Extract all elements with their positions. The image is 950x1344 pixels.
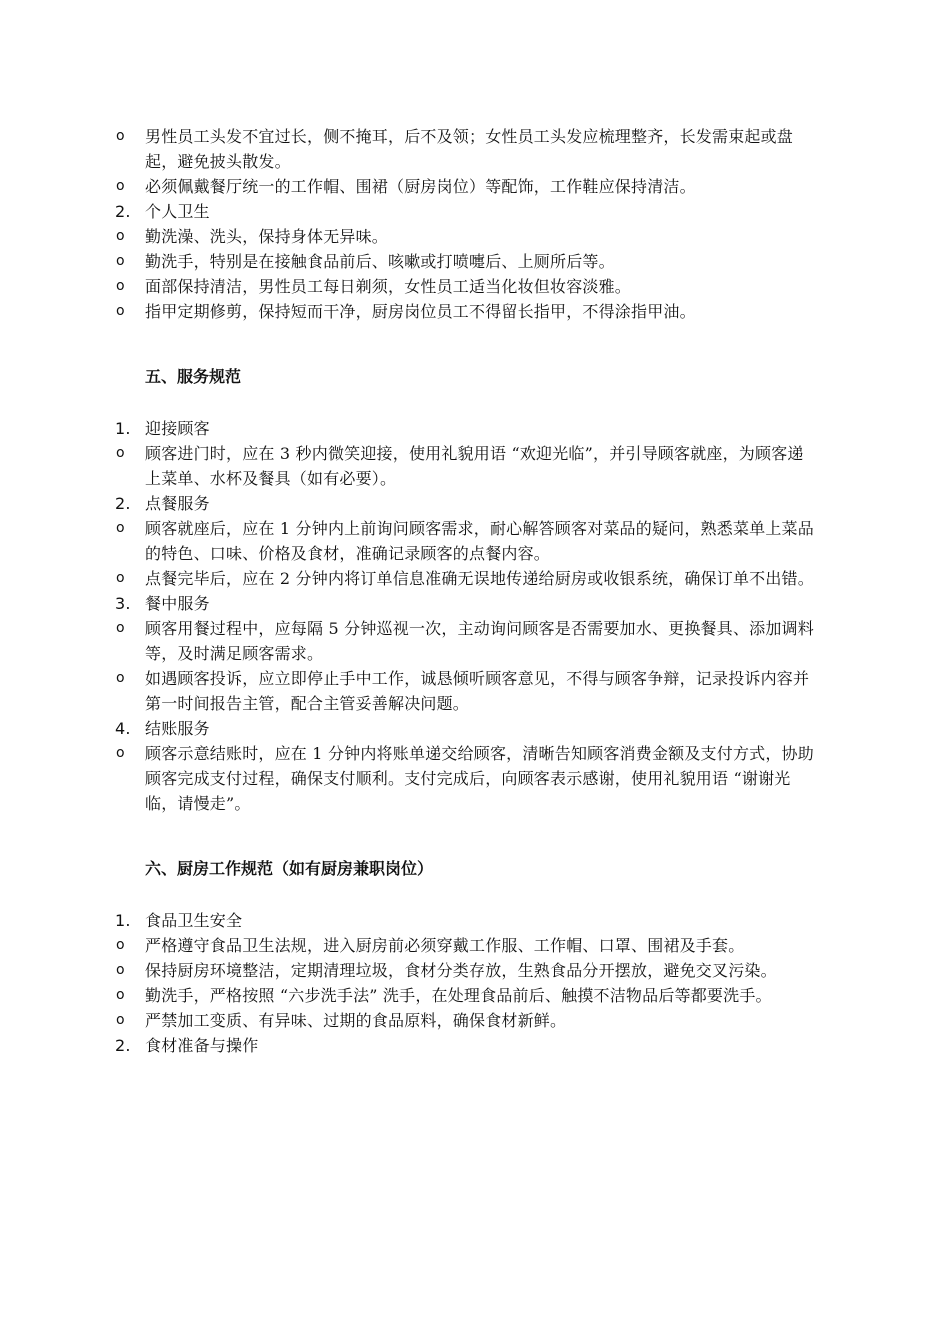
list-item-text: 迎接顾客 [145,419,210,438]
list-marker: o [116,128,125,144]
section-heading-service: 五、服务规范 [145,367,242,386]
list-item-text: 必须佩戴餐厅统一的工作帽、围裙（厨房岗位）等配饰，工作鞋应保持清洁。 [145,177,696,196]
list-item [115,491,815,516]
list-item-text: 顾客用餐过程中，应每隔 5 分钟巡视一次，主动询问顾客是否需要加水、更换餐具、添加调料等，及时满足顾客需求。 [145,619,814,663]
list-item [115,299,815,324]
list-item-text: 指甲定期修剪，保持短而干净，厨房岗位员工不得留长指甲，不得涂指甲油。 [145,302,696,321]
section-five-list [115,416,815,816]
list-item-text: 点餐完毕后，应在 2 分钟内将订单信息准确无误地传递给厨房或收银系统，确保订单不出错。 [145,569,814,588]
list-marker: o [116,570,125,586]
list-marker: 4. [115,719,131,738]
list-item-text: 勤洗手，特别是在接触食品前后、咳嗽或打喷嚏后、上厕所后等。 [145,252,615,271]
list-item-text: 顾客就座后，应在 1 分钟内上前询问顾客需求，耐心解答顾客对菜品的疑问，熟悉菜单上菜品的特色、口味、价格及食材，准确记录顾客的点餐内容。 [145,519,814,563]
list-marker: o [116,937,125,953]
list-marker: o [116,520,125,536]
section-four-list [115,124,815,324]
list-item-text: 面部保持清洁，男性员工每日剃须，女性员工适当化妆但妆容淡雅。 [145,277,632,296]
list-item-text: 勤洗澡、洗头，保持身体无异味。 [145,227,389,246]
list-item-text: 如遇顾客投诉，应立即停止手中工作，诚恳倾听顾客意见，不得与顾客争辩，记录投诉内容并第一时间报告主管，配合主管妥善解决问题。 [145,669,810,713]
list-marker: o [116,178,125,194]
list-item-text: 男性员工头发不宜过长，侧不掩耳，后不及领；女性员工头发应梳理整齐，长发需束起或盘起，避免披头散发。 [145,127,794,171]
list-item [115,274,815,299]
list-item [115,666,815,716]
list-item [115,441,815,491]
list-marker: 2. [115,1036,131,1055]
list-item [115,616,815,666]
list-item [115,716,815,741]
list-marker: o [116,745,125,761]
section-six-list [115,908,815,1058]
list-item [115,908,815,933]
list-marker: o [116,1012,125,1028]
list-item [115,174,815,199]
list-item-text: 勤洗手，严格按照 “六步洗手法” 洗手，在处理食品前后、触摸不洁物品后等都要洗手。 [145,986,772,1005]
list-item [115,124,815,174]
list-item [115,741,815,816]
list-item [115,199,815,224]
list-item [115,1033,815,1058]
list-item [115,516,815,566]
list-item-text: 结账服务 [145,719,210,738]
list-marker: o [116,987,125,1003]
list-marker: o [116,278,125,294]
list-item-text: 严禁加工变质、有异味、过期的食品原料，确保食材新鲜。 [145,1011,567,1030]
list-marker: o [116,303,125,319]
list-item-text: 顾客示意结账时，应在 1 分钟内将账单递交给顾客，清晰告知顾客消费金额及支付方式，协助顾客完成支付过程，确保支付顺利。支付完成后，向顾客表示感谢，使用礼貌用语 “谢谢光临，请慢走”。 [145,744,814,813]
list-item [115,958,815,983]
list-item-text: 食品卫生安全 [145,911,243,930]
list-marker: o [116,445,125,461]
list-item [115,983,815,1008]
list-item [115,591,815,616]
list-item [115,416,815,441]
list-marker: o [116,253,125,269]
list-item-text: 餐中服务 [145,594,210,613]
list-item-text: 食材准备与操作 [145,1036,259,1055]
document-content [115,124,815,1058]
list-marker: o [116,670,125,686]
list-item [115,566,815,591]
list-item-text: 顾客进门时，应在 3 秒内微笑迎接，使用礼貌用语 “欢迎光临”，并引导顾客就座，为顾客递上菜单、水杯及餐具（如有必要）。 [145,444,804,488]
list-item [115,224,815,249]
list-item [115,933,815,958]
list-item-text: 点餐服务 [145,494,210,513]
list-marker: 3. [115,594,131,613]
list-item-text: 保持厨房环境整洁，定期清理垃圾，食材分类存放，生熟食品分开摆放，避免交叉污染。 [145,961,777,980]
list-item [115,249,815,274]
list-marker: 1. [115,419,131,438]
list-item [115,1008,815,1033]
list-marker: o [116,228,125,244]
list-marker: 1. [115,911,131,930]
section-heading-kitchen: 六、厨房工作规范（如有厨房兼职岗位） [145,859,434,878]
list-marker: o [116,620,125,636]
list-item-text: 个人卫生 [145,202,210,221]
list-marker: 2. [115,494,131,513]
list-item-text: 严格遵守食品卫生法规，进入厨房前必须穿戴工作服、工作帽、口罩、围裙及手套。 [145,936,745,955]
list-marker: o [116,962,125,978]
list-marker: 2. [115,202,131,221]
